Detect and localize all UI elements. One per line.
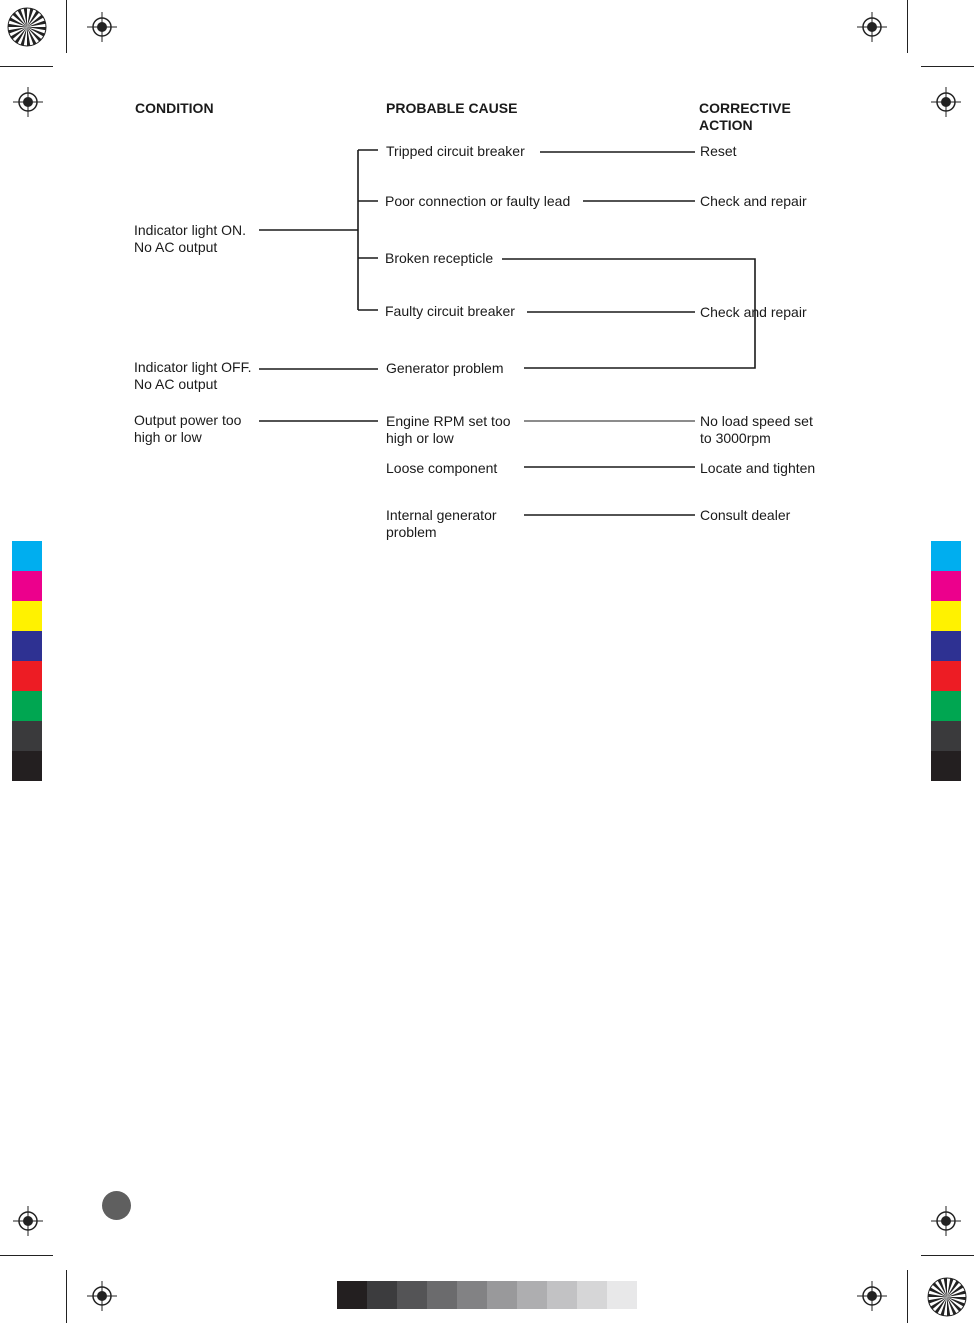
condition-1: Indicator light ON. No AC output	[134, 222, 247, 255]
gray-swatch	[607, 1281, 637, 1309]
cause-header: PROBABLE CAUSE	[386, 100, 518, 116]
color-swatch	[12, 751, 42, 781]
color-swatch	[12, 571, 42, 601]
action-5: Locate and tighten	[700, 460, 816, 476]
registration-mark-icon	[931, 87, 961, 117]
color-swatch	[931, 631, 961, 661]
action-3: Check and repair	[700, 304, 807, 320]
color-swatch	[12, 721, 42, 751]
trim-mark	[921, 1255, 974, 1256]
color-swatch	[931, 721, 961, 751]
color-swatch	[12, 601, 42, 631]
action-4: No load speed set to 3000rpm	[700, 413, 813, 446]
registration-mark-icon	[87, 12, 117, 42]
color-swatch	[12, 661, 42, 691]
cause-3-connector	[502, 259, 755, 368]
trim-mark	[907, 0, 908, 53]
cause-6: Engine RPM set too high or low	[386, 413, 511, 446]
gray-swatch	[517, 1281, 547, 1309]
color-swatch	[931, 691, 961, 721]
cause-3: Broken recepticle	[385, 250, 494, 266]
registration-mark-icon	[13, 1206, 43, 1236]
registration-mark-icon	[857, 12, 887, 42]
action-2: Check and repair	[700, 193, 807, 209]
condition-3: Output power too high or low	[134, 412, 242, 445]
cause-2: Poor connection or faulty lead	[385, 193, 571, 209]
trim-mark	[0, 1255, 53, 1256]
page-marker	[102, 1191, 131, 1220]
color-swatch	[931, 541, 961, 571]
registration-mark-icon	[87, 1281, 117, 1311]
color-swatch	[12, 631, 42, 661]
condition-2: Indicator light OFF. No AC output	[134, 359, 252, 392]
color-swatch	[931, 601, 961, 631]
color-swatch	[931, 571, 961, 601]
condition-header: CONDITION	[135, 100, 214, 116]
action-6: Consult dealer	[700, 507, 791, 523]
gray-swatch	[577, 1281, 607, 1309]
cause-8: Internal generator problem	[386, 507, 497, 540]
gray-swatch	[397, 1281, 427, 1309]
gray-swatch	[547, 1281, 577, 1309]
color-swatch	[12, 541, 42, 571]
trim-mark	[66, 1270, 67, 1323]
color-swatch	[931, 751, 961, 781]
gray-swatch	[337, 1281, 367, 1309]
cause-5: Generator problem	[386, 360, 504, 376]
action-header: CORRECTIVE ACTION	[699, 100, 791, 133]
action-1: Reset	[700, 143, 737, 159]
gray-swatch	[487, 1281, 517, 1309]
cause-4: Faulty circuit breaker	[385, 303, 515, 319]
registration-mark-icon	[857, 1281, 887, 1311]
trim-mark	[921, 66, 974, 67]
registration-mark-icon	[931, 1206, 961, 1236]
registration-mark-icon	[13, 87, 43, 117]
star-target-icon	[927, 1277, 967, 1322]
trim-mark	[66, 0, 67, 53]
gray-swatch	[367, 1281, 397, 1309]
color-swatch	[12, 691, 42, 721]
gray-swatch	[427, 1281, 457, 1309]
star-target-icon	[7, 7, 47, 52]
trim-mark	[0, 66, 53, 67]
cause-1: Tripped circuit breaker	[386, 143, 525, 159]
gray-swatch	[457, 1281, 487, 1309]
color-swatch	[931, 661, 961, 691]
cause-7: Loose component	[386, 460, 498, 476]
trim-mark	[907, 1270, 908, 1323]
